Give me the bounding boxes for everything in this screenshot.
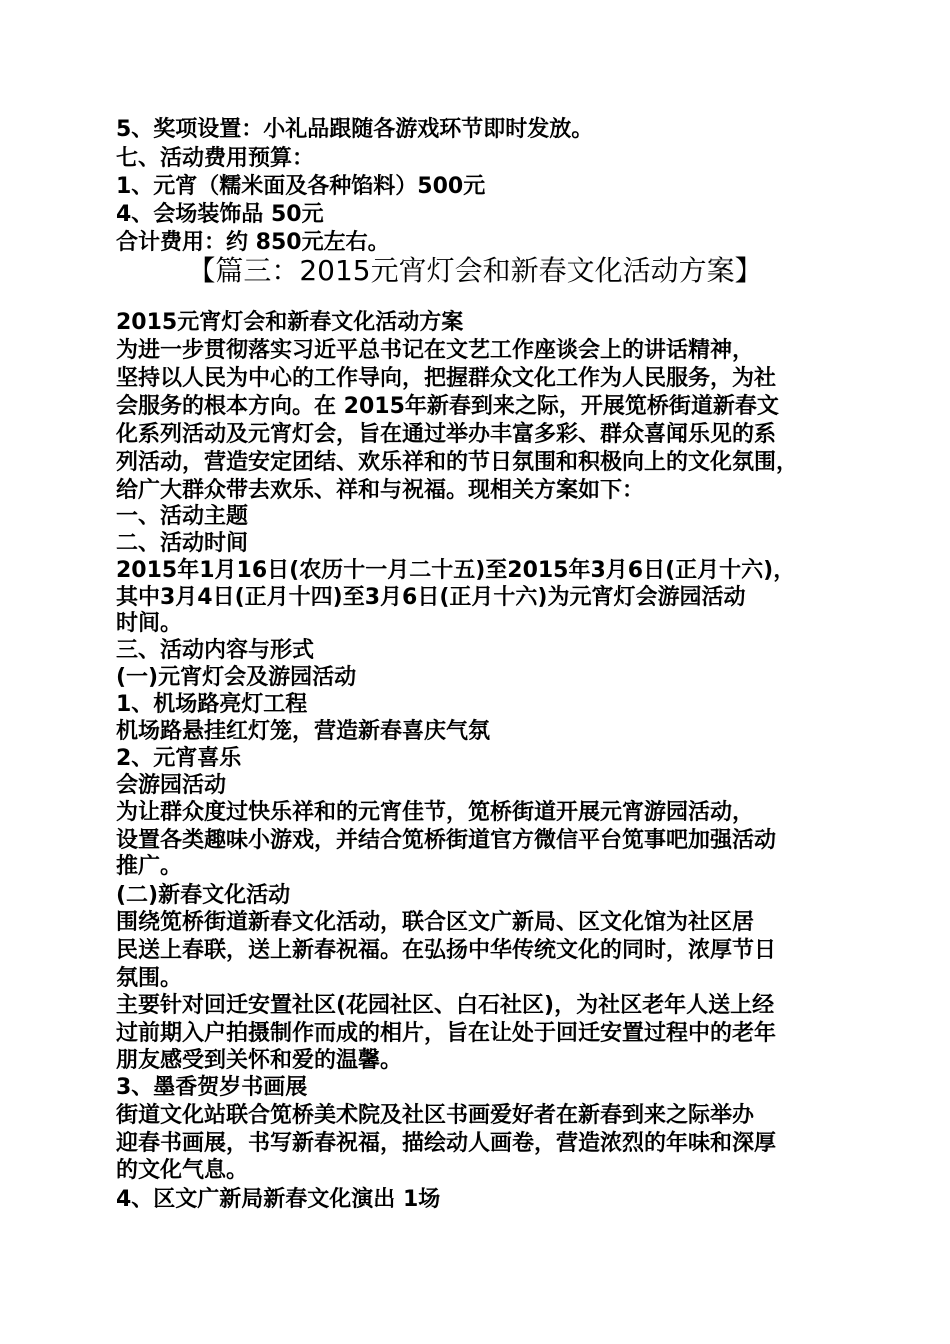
text-line: 民送上春联，送上新春祝福。在弘扬中华传统文化的同时，浓厚节日: [116, 938, 777, 963]
text-line: 推广。: [116, 854, 183, 879]
text-line: 朋友感受到关怀和爱的温馨。: [116, 1048, 403, 1073]
text-line: 3、墨香贺岁书画展: [116, 1075, 308, 1100]
text-line: 为进一步贯彻落实习近平总书记在文艺工作座谈会上的讲话精神，: [116, 338, 755, 363]
text-line: 合计费用：约 850元左右。: [116, 230, 390, 255]
text-line: 会游园活动: [116, 773, 227, 798]
text-line: 化系列活动及元宵灯会，旨在通过举办丰富多彩、群众喜闻乐见的系: [116, 422, 777, 447]
text-line: 氛围。: [116, 966, 183, 991]
text-line: 1、元宵（糯米面及各种馅料）500元: [116, 174, 486, 199]
text-line: (一)元宵灯会及游园活动: [116, 665, 357, 690]
text-line: 街道文化站联合笕桥美术院及社区书画爱好者在新春到来之际举办: [116, 1103, 755, 1128]
text-line: 三、活动内容与形式: [116, 638, 315, 663]
text-line: 过前期入户拍摄制作而成的相片，旨在让处于回迁安置过程中的老年: [116, 1021, 777, 1046]
text-line: 迎春书画展，书写新春祝福，描绘动人画卷，营造浓烈的年味和深厚: [116, 1131, 777, 1156]
text-line: 的文化气息。: [116, 1158, 249, 1183]
text-line: 主要针对回迁安置社区(花园社区、白石社区)，为社区老年人送上经: [116, 993, 775, 1018]
text-line: 列活动，营造安定团结、欢乐祥和的节日氛围和积极向上的文化氛围，: [116, 450, 799, 475]
text-line: 一、活动主题: [116, 504, 249, 529]
text-line: 2015年1月16日(农历十一月二十五)至2015年3月6日(正月十六)，: [116, 558, 796, 583]
text-line: 设置各类趣味小游戏，并结合笕桥街道官方微信平台笕事吧加强活动: [116, 828, 777, 853]
text-line: 时间。: [116, 611, 183, 636]
text-line: 围绕笕桥街道新春文化活动，联合区文广新局、区文化馆为社区居: [116, 910, 755, 935]
text-line: 二、活动时间: [116, 531, 249, 556]
text-line: 为让群众度过快乐祥和的元宵佳节，笕桥街道开展元宵游园活动，: [116, 800, 755, 825]
text-line: 1、机场路亮灯工程: [116, 692, 308, 717]
text-line: 其中3月4日(正月十四)至3月6日(正月十六)为元宵灯会游园活动: [116, 585, 746, 610]
text-line: 给广大群众带去欢乐、祥和与祝福。现相关方案如下：: [116, 478, 645, 503]
text-line: 2、元宵喜乐: [116, 746, 242, 771]
text-line: 会服务的根本方向。在 2015年新春到来之际，开展笕桥街道新春文: [116, 394, 779, 419]
text-line: 5、奖项设置：小礼品跟随各游戏环节即时发放。: [116, 117, 594, 142]
section-heading: 【篇三：2015元宵灯会和新春文化活动方案】: [187, 254, 763, 287]
text-line: 坚持以人民为中心的工作导向，把握群众文化工作为人民服务，为社: [116, 366, 777, 391]
text-line: 机场路悬挂红灯笼，营造新春喜庆气氛: [116, 719, 491, 744]
doc-title: 2015元宵灯会和新春文化活动方案: [116, 310, 464, 335]
text-line: (二)新春文化活动: [116, 883, 291, 908]
text-line: 七、活动费用预算：: [116, 146, 315, 171]
text-line: 4、区文广新局新春文化演出 1场: [116, 1187, 441, 1212]
text-line: 4、会场装饰品 50元: [116, 202, 324, 227]
